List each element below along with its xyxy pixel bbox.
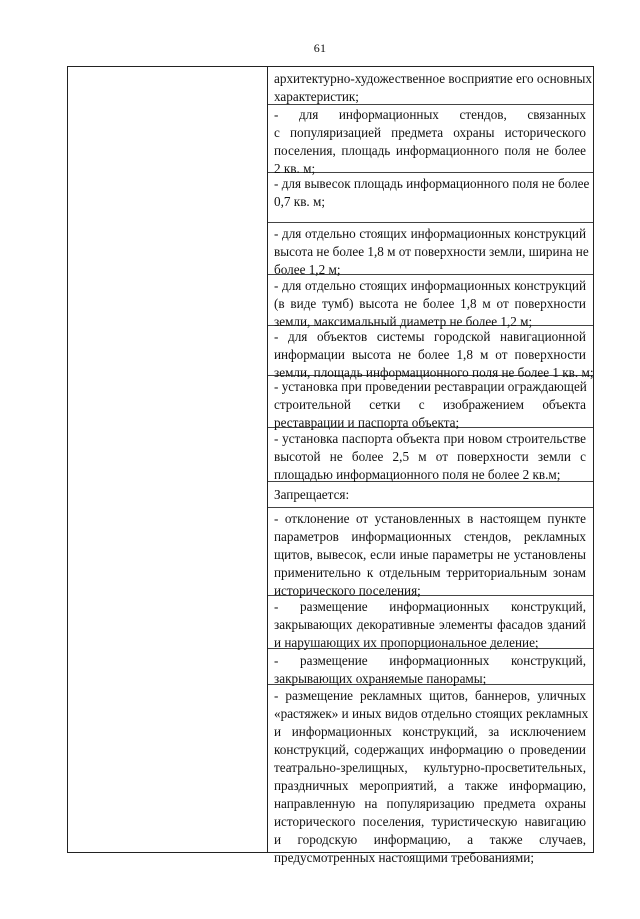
paragraph-line: земли, площадь информационного поля не более 1 кв. м; [274, 365, 594, 380]
page-number: 61 [313, 41, 327, 55]
paragraph-line: информации высота не более 1,8 м от поверхности [274, 347, 586, 362]
requirements-table [67, 66, 594, 865]
paragraph-line: - размещение информационных конструкций, [274, 599, 586, 614]
paragraph-separator [268, 507, 593, 508]
paragraph-line: направленную на популяризацию предмета охраны [274, 796, 586, 811]
paragraph-line: - размещение информационных конструкций, [274, 653, 586, 668]
paragraph-line: реставрации и паспорта объекта; [274, 415, 460, 430]
paragraph-line: 2 кв. м; [274, 161, 316, 176]
paragraph-line: (в виде тумб) высота не более 1,8 м от поверхности [274, 296, 586, 311]
paragraph-line: предусмотренных настоящими требованиями; [274, 850, 534, 865]
paragraph-line: щитов, вывесок, если иные параметры не установлены [274, 547, 586, 562]
paragraph-line: земли, максимальный диаметр не более 1,2 м; [274, 314, 533, 329]
paragraph-line: характеристик; [274, 89, 359, 104]
paragraph-separator [268, 222, 593, 223]
paragraph-line: - установка паспорта объекта при новом строительстве [274, 431, 586, 446]
paragraph-line: параметров информационных стендов, рекламных [274, 529, 586, 544]
paragraph-line: закрывающих охраняемые панорамы; [274, 671, 487, 686]
requirement-paragraph [274, 70, 592, 106]
requirement-paragraph [274, 328, 594, 382]
paragraph-line: закрывающих декоративные элементы фасадов зданий [274, 617, 586, 632]
paragraph-line: архитектурно-художественное восприятие его основных [274, 71, 592, 86]
paragraph-line: «растяжек» и иных видов отдельно стоящих рекламных [274, 706, 589, 721]
paragraph-line: высота не более 1,8 м от поверхности земли, ширина не [274, 244, 589, 259]
requirement-paragraph [274, 277, 586, 331]
paragraph-line: - для отдельно стоящих информационных конструкций [274, 226, 586, 241]
table-left-cell [68, 67, 268, 852]
paragraph-line: 0,7 кв. м; [274, 194, 326, 209]
paragraph-line: исторического поселения; [274, 583, 421, 598]
paragraph-line: конструкций, содержащих информацию о проведении [274, 742, 586, 757]
paragraph-line: строительной сетки с изображением объекта [274, 397, 586, 412]
paragraph-line: и информационных конструкций, за исключением [274, 724, 586, 739]
paragraph-line: Запрещается: [274, 487, 350, 502]
requirement-paragraph [274, 652, 586, 688]
paragraph-line: праздничных мероприятий, а также информацию, [274, 778, 586, 793]
paragraph-line: - для вывесок площадь информационного поля не более [274, 176, 590, 191]
paragraph-line: - для объектов системы городской навигационной [274, 329, 586, 344]
paragraph-line: высотой не более 2,5 м от поверхности земли с [274, 449, 586, 464]
requirement-paragraph [274, 687, 589, 867]
requirement-paragraph [274, 175, 590, 211]
paragraph-line: и нарушающих их пропорциональное деление; [274, 635, 539, 650]
table-right-cell [268, 67, 594, 865]
paragraph-line: с популяризацией предмета охраны исторического [274, 125, 586, 140]
paragraph-line: исторического поселения, туристическую навигацию [274, 814, 586, 829]
requirement-paragraph [274, 510, 586, 600]
paragraph-line: - для отдельно стоящих информационных конструкций [274, 278, 586, 293]
paragraph-line: - установка при проведении реставрации ограждающей [274, 379, 587, 394]
requirement-paragraph [274, 430, 586, 484]
paragraph-line: и городскую информацию, а также случаев, [274, 832, 586, 847]
requirement-paragraph [274, 598, 586, 652]
paragraph-line: более 1,2 м; [274, 262, 341, 277]
requirement-paragraph [274, 378, 586, 432]
paragraph-line: - для информационных стендов, связанных [274, 107, 586, 122]
paragraph-line: - отклонение от установленных в настоящем пункте [274, 511, 586, 526]
requirement-paragraph [274, 225, 589, 279]
paragraph-line: применительно к отдельным территориальным зонам [274, 565, 586, 580]
paragraph-line: площадью информационного поля не более 2 кв.м; [274, 467, 561, 482]
paragraph-line: - размещение рекламных щитов, баннеров, уличных [274, 688, 586, 703]
requirement-paragraph [274, 486, 586, 504]
requirement-paragraph [274, 106, 586, 178]
paragraph-line: поселения, площадь информационного поля не более [274, 143, 586, 158]
paragraph-line: театрально-зрелищных, культурно-просветительных, [274, 760, 586, 775]
